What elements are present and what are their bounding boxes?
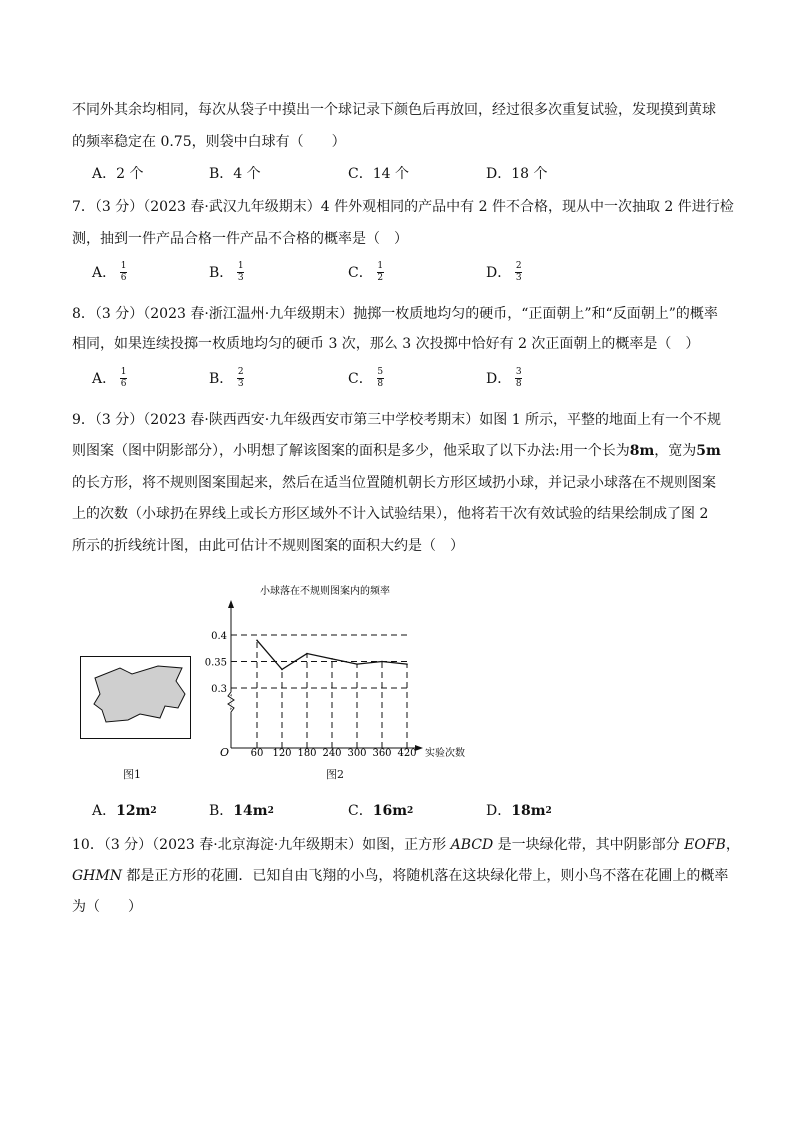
q8-option-b[interactable]: B． $\frac{2}{3}$ bbox=[209, 367, 244, 389]
q6-option-d[interactable]: D．18 个 bbox=[486, 166, 548, 182]
q6-option-a[interactable]: A．2 个 bbox=[92, 166, 144, 182]
data-point bbox=[331, 658, 333, 660]
q6-line2: 的频率稳定在 0.75，则袋中白球有（ ） bbox=[72, 134, 346, 150]
q9-line5: 所示的折线统计图，由此可估计不规则图案的面积大约是（ ） bbox=[72, 538, 464, 554]
x-tick-label: 240 bbox=[322, 748, 342, 758]
fig1-caption: 图1 bbox=[123, 768, 141, 781]
data-point bbox=[406, 663, 408, 665]
q9-option-c[interactable]: C． 16m 2 bbox=[348, 803, 414, 819]
y-tick-label: 0.3 bbox=[211, 684, 227, 695]
q7-option-d[interactable]: D． $\frac{2}{3}$ bbox=[486, 261, 522, 283]
q6-option-b[interactable]: B．4 个 bbox=[209, 166, 261, 182]
q6-line1: 不同外其余均相同，每次从袋子中摸出一个球记录下颜色后再放回，经过很多次重复试验，发现摸到黄球 bbox=[72, 102, 716, 118]
q9-option-b[interactable]: B． 14m 2 bbox=[209, 803, 274, 819]
chart-title: 小球落在不规则图案内的频率 bbox=[260, 586, 390, 597]
q8-line1: 8．（3 分）（2023 春·浙江温州·九年级期末）抛掷一枚质地均匀的硬币，“正面朝上”和“反面朝上”的概率 bbox=[72, 306, 718, 322]
x-tick-label: 120 bbox=[272, 748, 292, 758]
q7-line2: 测，抽到一件产品合格一件产品不合格的概率是（ ） bbox=[72, 231, 408, 247]
x-tick-label: 300 bbox=[347, 748, 367, 758]
q9-line2: 则图案（图中阴影部分），小明想了解该图案的面积是多少，他采取了以下办法:用一个长为8m，宽为5m bbox=[72, 443, 721, 459]
q10-line2: GHMN 都是正方形的花圃．已知自由飞翔的小鸟，将随机落在这块绿化带上，则小鸟不落在花圃上的概率 bbox=[72, 868, 729, 884]
figure-1 bbox=[80, 656, 192, 740]
data-point bbox=[306, 653, 308, 655]
x-tick-label: 420 bbox=[397, 748, 417, 758]
q9-width: 5m bbox=[696, 443, 721, 459]
q9-option-d[interactable]: D． 18m 2 bbox=[486, 803, 552, 819]
q9-line1: 9．（3 分）（2023 春·陕西西安·九年级西安市第三中学校考期末）如图 1 所示，平整的地面上有一个不规 bbox=[72, 412, 722, 428]
y-tick-label: 0.4 bbox=[211, 631, 227, 642]
x-tick-label: 60 bbox=[250, 748, 264, 758]
y-tick-label: 0.35 bbox=[204, 657, 227, 669]
data-point bbox=[281, 669, 283, 671]
q9-line4: 上的次数（小球扔在界线上或长方形区域外不计入试验结果），他将若干次有效试验的结果绘制成了图 2 bbox=[72, 506, 709, 522]
q6-option-c[interactable]: C．14 个 bbox=[348, 166, 409, 182]
q10-line3: 为（ ） bbox=[72, 899, 142, 915]
x-tick-label: 360 bbox=[372, 748, 392, 758]
q8-option-a[interactable]: A． $\frac{1}{6}$ bbox=[92, 367, 127, 389]
x-tick-label: 180 bbox=[297, 748, 317, 758]
q10-line1: 10．（3 分）（2023 春·北京海淀·九年级期末）如图，正方形 ABCD 是一块绿化带，其中阴影部分 EOFB， bbox=[72, 837, 740, 853]
figure-2-chart bbox=[200, 580, 490, 758]
data-point bbox=[356, 663, 358, 665]
q9-length: 8m bbox=[629, 443, 655, 459]
y-axis-arrow bbox=[228, 600, 234, 608]
q7-option-b[interactable]: B． $\frac{1}{3}$ bbox=[209, 261, 244, 283]
q9-line3: 的长方形，将不规则图案围起来，然后在适当位置随机朝长方形区域扔小球，并记录小球落在不规则图案 bbox=[72, 475, 716, 491]
x-axis-label: 实验次数 bbox=[425, 748, 465, 758]
data-point bbox=[256, 640, 258, 642]
data-point bbox=[381, 661, 383, 663]
q8-line2: 相同，如果连续投掷一枚质地均匀的硬币 3 次，那么 3 次投掷中恰好有 2 次正面朝上的概率是（ ） bbox=[72, 336, 700, 352]
q8-option-d[interactable]: D． $\frac{3}{8}$ bbox=[486, 367, 522, 389]
q7-option-c[interactable]: C． $\frac{1}{2}$ bbox=[348, 261, 384, 283]
q7-line1: 7．（3 分）（2023 春·武汉九年级期末）4 件外观相同的产品中有 2 件不合格，现从中一次抽取 2 件进行检 bbox=[72, 199, 734, 215]
q9-option-a[interactable]: A． 12m 2 bbox=[92, 803, 157, 819]
fig2-caption: 图2 bbox=[326, 768, 344, 781]
origin-label: O bbox=[220, 746, 230, 758]
q8-option-c[interactable]: C． $\frac{5}{8}$ bbox=[348, 367, 384, 389]
q7-option-a[interactable]: A． $\frac{1}{6}$ bbox=[92, 261, 127, 283]
